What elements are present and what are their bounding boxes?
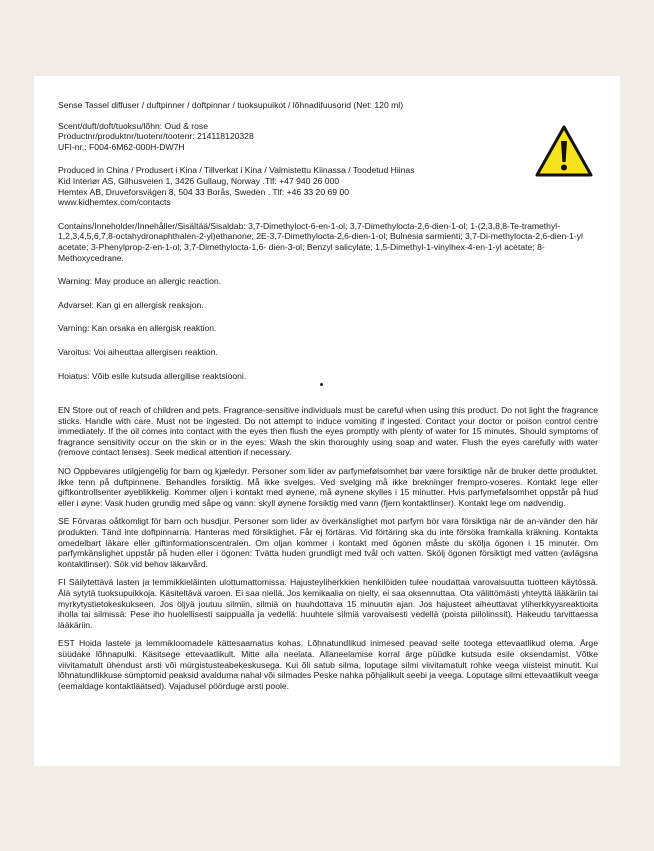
website-link: www.kidhemtex.com/contacts: [58, 197, 171, 208]
warning-fi: Varoitus: Voi aiheuttaa allergisen reaktion.: [58, 346, 218, 357]
safety-est: EST Hoida lastele ja lemmikloomadele kättesaamatus kohas. Lõhnatundlikud inimesed peavad selle tootega ettevaatlikud olema. Ärge süüdake lõhnapulki. Käsitsege ettevaatlikult. Mitte alla neelata. Allaneelamise korral ärge püüdke kutsuda esile oksendamist. Võtke viivitamatult ühendust arsti või mürgistusteabekeskusega. Kui õli satub silma, loputage silmi viivitamatult rohke veega viisteist minutit. Kui lõhnatundlikkuse sümptomid peaksid avalduma nahal või silmades Peske nahka põhjalikult seebi ja veega. Loputage silmi ettevaatlikult veega (eemaldage kontaktläätsed). Vajadusel pöörduge arsti poole.: [58, 638, 598, 691]
ingredients-list: Contains/Inneholder/Innehåller/Sisältää/Sisaldab: 3,7-Dimethyloct-6-en-1-ol; 3,7-Dimethylocta-2,6-dien-1-ol; 1-(2,3,8,8-Te-tramethyl-1,2,3,4,5,6,7,8-octahydronaphthalen-2-yl)ethanone; 2E-3,7-Dimethylocta-2,6-dien-1-ol; Bulnesia sarmienti; 3,7-Di-methylocta-2,6-dien-1-yl acetate; 3-Phenylprop-2-en-1-ol; 3,7-Dimethylocta-1,6- dien-3-ol; Benzyl salicylate; 1,5-Dimethyl-1-vinylhex-4-en-1-yl acetate; 8-Methoxycedrane.: [58, 220, 583, 263]
warning-en: Warning: May produce an allergic reaction.: [58, 276, 222, 287]
product-title: Sense Tassel diffuser / duftpinner / doftpinnar / tuoksupuikot / lõhnadifuusorid (Net: 120 ml): [58, 100, 404, 110]
origin-block: [58, 165, 598, 207]
warning-est: Hoiatus: Võib esile kutsuda allergilise reaktsiooni.: [58, 370, 247, 381]
safety-en: EN Store out of reach of children and pets. Fragrance-sensitive individuals must be careful when using this product. Do not light the fragrance sticks. Handle with care. Must not be ingested. Do not attempt to induce vomiting if ingested. Contact your doctor or poison control centre immediately. If the oil comes into contact with the eyes then flush the eyes promptly with plenty of water for 15 minutes. Should symptoms of fragrance sensitivity occur on the skin or in the eyes: Wash the skin thoroughly using soap and water. Flush the eyes carefully with water (remove contact lenses). Seek medical attention if necessary.: [58, 405, 598, 458]
label-sheet: [34, 76, 620, 766]
safety-no: NO Oppbevares utilgjengelig for barn og kjæledyr. Personer som lider av parfymefølsomhet bør være forsiktige når de bruker dette produktet. Ikke tenn på duftpinnene. Behandles forsiktig. Må ikke svelges. Ved svelging må ikke brekninger frempro-voseres. Kontakt lege eller giftkontrollsenter øyeblikkelig. Kommer oljen i kontakt med øynene, må øynene skylles i 15 minutter. Hvis parfymefølsomhet oppstår på hud eller i øyne: Vask huden grundig med såpe og vann: skyll øynene forsiktig med vann (fjern kontaktlinser). Kontakt lege om nødvendig.: [58, 466, 598, 508]
safety-se: SE Förvaras oåtkomligt för barn och husdjur. Personer som lider av överkänslighet mot parfym bör vara försiktiga när de an-vänder den här produkten. Tänd inte doftpinnarna. Hanteras med försiktighet. Får ej förtäras. Vid förtäring ska du inte försöka framkalla kräkning. Kontakta omedelbart läkare eller giftinformationscentralen. Om oljan kommer i kontakt med ögonen måste du skölja ögonen i 15 minuter. Om parfymkänslighet uppstår på huden eller i ögonen: Tvätta huden grundligt med tvål och vatten. Skölj ögonen försiktigt med vatten (avlägsna kontaktlinser). Sök vid behov läkarvård.: [58, 516, 598, 569]
warning-no: Advarsel: Kan gi en allergisk reaksjon.: [58, 299, 204, 310]
hemtex-address: Hemtex AB, Druveforsvägen 8, 504 33 Borås, Sweden . Tlf: +46 33 20 69 00: [58, 186, 350, 197]
dot-mark: [320, 383, 323, 386]
warning-se: Varning: Kan orsaka en allergisk reaktion.: [58, 323, 217, 334]
product-header: [58, 100, 508, 152]
warning-triangle-icon: [534, 124, 594, 178]
produced-in: Produced in China / Produsert i Kina / Tillverkat i Kina / Valmistettu Kiinassa / Toodetud Hiinas: [58, 165, 415, 176]
product-number: Productnr/produktnr/tuotenr/tootenr: 214118120328: [58, 131, 254, 142]
ufi-number: UFI-nr.: F004-6M62-000H-DW7H: [58, 141, 185, 152]
kid-address: Kid Interiør AS, Gilhusveien 1, 3426 Gullaug, Norway .Tlf: +47 940 26 000: [58, 175, 340, 186]
safety-fi: FI Säilytettävä lasten ja lemmikkieläinten ulottumattomissa. Hajusteyliherkkien henkilöiden tulee noudattaa varovaisuutta tuotteen käytössä. Älä sytytä tuoksupuikkoja. Käsiteltävä varoen. Ei saa niellä. Jos kemikaalia on nielty, ei saa oksennuttaa. Ota välittömästi yhteyttä lääkäriin tai myrkytystietokeskukseen. Jos öljyä joutuu silmiin, silmiä on huuhdottava 15 minuutin ajan. Jos hajusteet aiheuttavat yliherkkyysreaktioita iholla tai silmissä: Pese iho huolellisesti saippualla ja vedellä: huuhtele silmiä varovaisesti vedellä (poista piilolinssit). Hakeudu tarvittaessa lääkäriin.: [58, 577, 598, 630]
scent-line: Scent/duft/doft/tuoksu/lõhn: Oud & rose: [58, 120, 209, 131]
